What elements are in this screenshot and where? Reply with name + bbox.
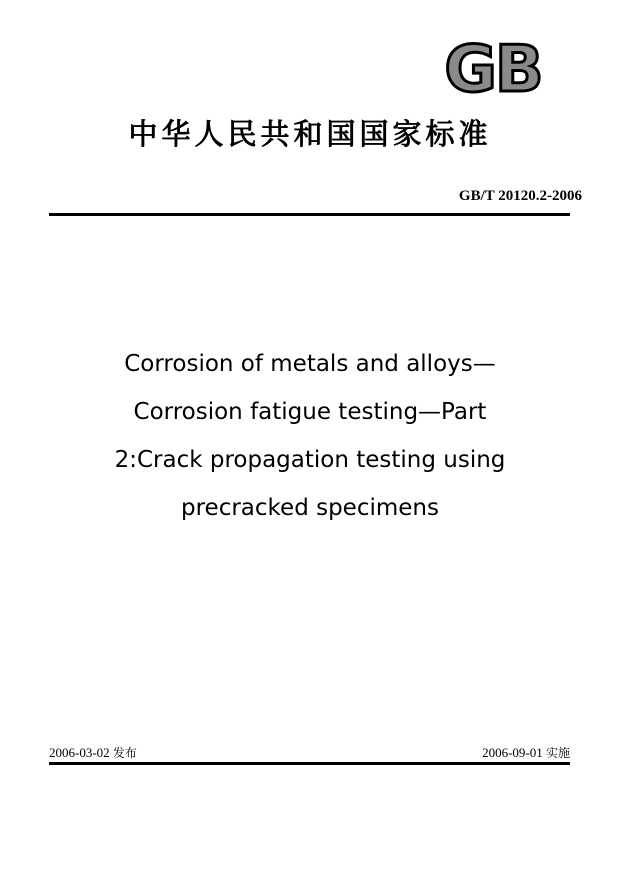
title-line-3: 2:Crack propagation testing using (114, 447, 506, 473)
national-standard-header: 中华人民共和国国家标准 (128, 117, 492, 151)
document-title (0, 340, 620, 532)
standard-number: GB/T 20120.2-2006 (458, 188, 582, 204)
publish-date: 2006-03-02 (49, 745, 110, 760)
effective-date: 2006-09-01 (482, 745, 543, 760)
title-line-4: precracked specimens (181, 495, 439, 521)
header-divider (49, 213, 570, 216)
gb-logo-text: GB (444, 35, 542, 97)
gb-logo (426, 35, 560, 97)
footer-divider (49, 762, 570, 765)
publish-label: 发布 (112, 746, 137, 760)
publish-info (49, 744, 137, 761)
title-line-2: Corrosion fatigue testing—Part (133, 399, 487, 425)
effective-info (482, 744, 570, 761)
date-row (49, 744, 570, 764)
effective-label: 实施 (545, 746, 570, 760)
title-line-1: Corrosion of metals and alloys— (124, 351, 496, 377)
